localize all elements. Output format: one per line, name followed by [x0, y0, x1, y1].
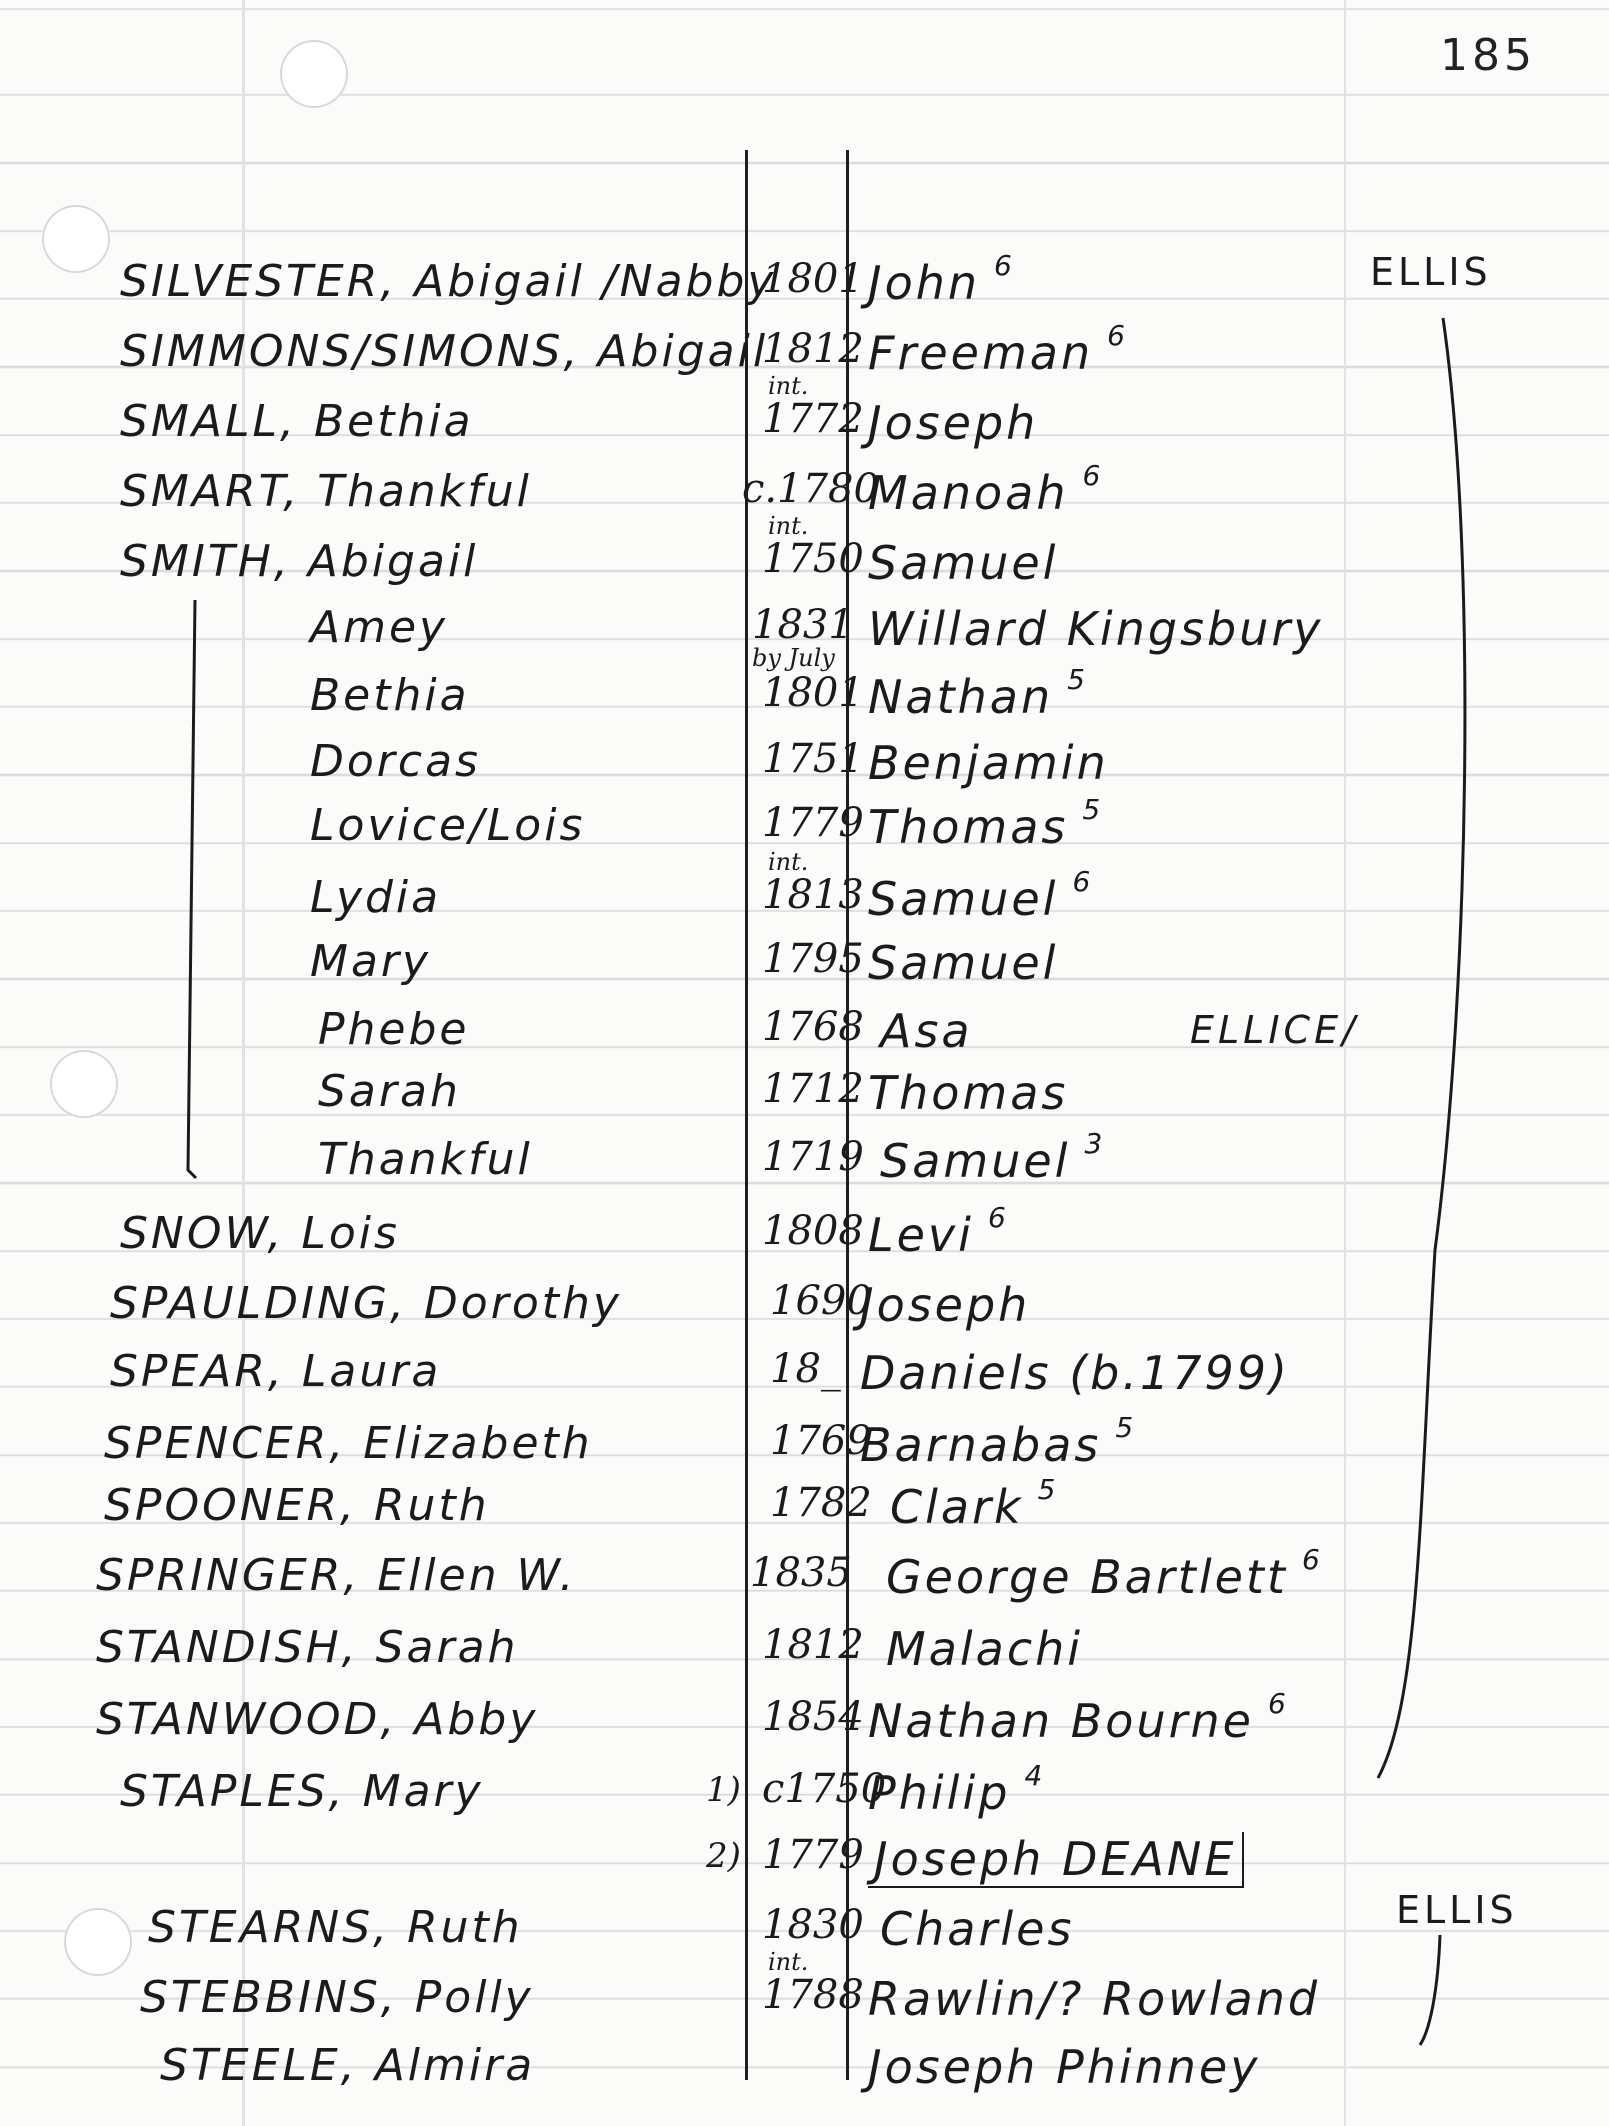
surname-cell: SPENCER, Elizabeth: [104, 1418, 593, 1469]
spouse-cell: Daniels (b.1799): [860, 1346, 1290, 1400]
surname-cell: STEBBINS, Polly: [140, 1972, 534, 2023]
table-row: [0, 512, 1609, 604]
year-cell: 1751: [762, 736, 864, 782]
page-number: 185: [1440, 30, 1536, 81]
surname-cell: SMITH, Abigail: [120, 536, 479, 587]
spouse-cell: Malachi: [886, 1622, 1084, 1676]
table-row: [0, 372, 1609, 464]
surname-cell: STEARNS, Ruth: [148, 1902, 523, 1953]
year-cell: 1712: [762, 1066, 864, 1112]
year-note: by July: [752, 644, 835, 672]
spouse-cell: John $^6$: [868, 249, 1015, 310]
surname-cell: STEELE, Almira: [160, 2040, 536, 2091]
year-note: int.: [768, 372, 809, 400]
table-row: [0, 1004, 1609, 1072]
year-cell: 1782: [770, 1480, 872, 1526]
spouse-cell: Nathan Bourne $^6$: [868, 1687, 1289, 1748]
table-row: [0, 1278, 1609, 1346]
year-cell: c.1780: [742, 466, 879, 512]
spouse-cell: Joseph: [868, 396, 1039, 450]
spouse-cell: Joseph: [860, 1278, 1031, 1332]
given-name-cell: Mary: [310, 936, 432, 987]
spouse-cell: Charles: [880, 1902, 1075, 1956]
given-name-cell: Lydia: [310, 872, 442, 923]
year-cell: 1854: [762, 1694, 864, 1740]
table-row: [0, 848, 1609, 940]
spouse-cell: Levi $^6$: [868, 1201, 1009, 1262]
table-row: [0, 1622, 1609, 1690]
table-row: [0, 1759, 1609, 1834]
table-row: [0, 1832, 1609, 1900]
year-cell: 1831: [752, 602, 854, 648]
year-cell: 1801: [762, 256, 864, 302]
year-note: int.: [768, 1948, 809, 1976]
spouse-cell: Willard Kingsbury: [868, 602, 1324, 656]
table-row: [0, 1127, 1609, 1202]
given-name-cell: Phebe: [318, 1004, 470, 1055]
year-cell: 1835: [750, 1550, 852, 1596]
given-name-cell: Bethia: [310, 670, 470, 721]
alt-surname-note: ELLICE/: [1190, 1008, 1359, 1052]
spouse-cell: Samuel $^6$: [868, 865, 1094, 926]
table-row: [0, 1201, 1609, 1276]
table-row: [0, 1411, 1609, 1486]
spouse-cell: Thomas $^5$: [868, 793, 1104, 854]
year-note: int.: [768, 848, 809, 876]
side-label-ellis-bottom: ELLIS: [1396, 1888, 1518, 1932]
spouse-cell: Barnabas $^5$: [860, 1411, 1137, 1472]
year-cell: 1801: [762, 670, 864, 716]
year-cell: c1750: [762, 1766, 887, 1812]
table-row: [0, 2040, 1609, 2108]
surname-cell: SMALL, Bethia: [120, 396, 474, 447]
table-row: [0, 1346, 1609, 1414]
side-label-ellis-top: ELLIS: [1370, 250, 1492, 294]
spouse-cell: Samuel: [868, 936, 1059, 990]
given-name-cell: Sarah: [318, 1066, 461, 1117]
year-cell: 1830: [762, 1902, 864, 1948]
year-note: int.: [768, 512, 809, 540]
year-cell: 18_: [770, 1346, 841, 1392]
spouse-cell: Asa: [880, 1004, 973, 1058]
table-row: [0, 1543, 1609, 1618]
surname-cell: SPRINGER, Ellen W.: [96, 1550, 577, 1601]
year-cell: 1690: [770, 1278, 872, 1324]
year-cell: 1719: [762, 1134, 864, 1180]
table-row: [0, 1948, 1609, 2040]
surname-cell: SNOW, Lois: [120, 1208, 400, 1259]
year-cell: 1795: [762, 936, 864, 982]
surname-cell: STANWOOD, Abby: [96, 1694, 539, 1745]
spouse-cell: Joseph Phinney: [868, 2040, 1261, 2094]
table-row: [0, 644, 1609, 738]
surname-cell: SIMMONS/SIMONS, Abigail: [120, 326, 769, 377]
spouse-cell: Clark $^5$: [890, 1473, 1059, 1534]
year-cell: 1808: [762, 1208, 864, 1254]
spouse-cell: Thomas: [868, 1066, 1069, 1120]
given-name-cell: Amey: [310, 602, 449, 653]
marriage-ordinal: 2): [706, 1836, 741, 1876]
table-row: [0, 1066, 1609, 1134]
surname-cell: SPAULDING, Dorothy: [110, 1278, 622, 1329]
table-row: [0, 736, 1609, 804]
surname-cell: STANDISH, Sarah: [96, 1622, 519, 1673]
spouse-cell: George Bartlett $^6$: [886, 1543, 1323, 1604]
table-row: [0, 936, 1609, 1004]
spouse-cell: Samuel: [868, 536, 1059, 590]
spouse-cell: Rawlin/? Rowland: [868, 1972, 1321, 2026]
surname-cell: SILVESTER, Abigail /Nabby: [120, 256, 777, 307]
year-cell: 1779: [762, 1832, 864, 1878]
year-cell: 1769: [770, 1418, 872, 1464]
year-cell: 1813: [762, 872, 864, 918]
spouse-cell: Samuel $^3$: [880, 1127, 1106, 1188]
spouse-cell: Manoah $^6$: [868, 459, 1104, 520]
spouse-cell: Joseph DEANE: [868, 1832, 1244, 1886]
given-name-cell: Lovice/Lois: [310, 800, 586, 851]
table-row: [0, 1687, 1609, 1762]
year-cell: 1779: [762, 800, 864, 846]
spouse-cell: Freeman $^6$: [868, 319, 1128, 380]
year-cell: 1812: [762, 326, 864, 372]
year-cell: 1772: [762, 396, 864, 442]
spouse-cell: Nathan $^5$: [868, 663, 1088, 724]
surname-cell: SPEAR, Laura: [110, 1346, 442, 1397]
spouse-cell: Philip $^4$: [868, 1759, 1046, 1820]
table-row: [0, 249, 1609, 324]
given-name-cell: Thankful: [318, 1134, 533, 1185]
year-cell: 1750: [762, 536, 864, 582]
given-name-cell: Dorcas: [310, 736, 481, 787]
surname-cell: SMART, Thankful: [120, 466, 532, 517]
year-cell: 1788: [762, 1972, 864, 2018]
table-row: [0, 1473, 1609, 1548]
spouse-cell: Benjamin: [868, 736, 1109, 790]
surname-cell: STAPLES, Mary: [120, 1766, 484, 1817]
year-cell: 1812: [762, 1622, 864, 1668]
surname-cell: SPOONER, Ruth: [104, 1480, 490, 1531]
marriage-ordinal: 1): [706, 1770, 741, 1810]
year-cell: 1768: [762, 1004, 864, 1050]
